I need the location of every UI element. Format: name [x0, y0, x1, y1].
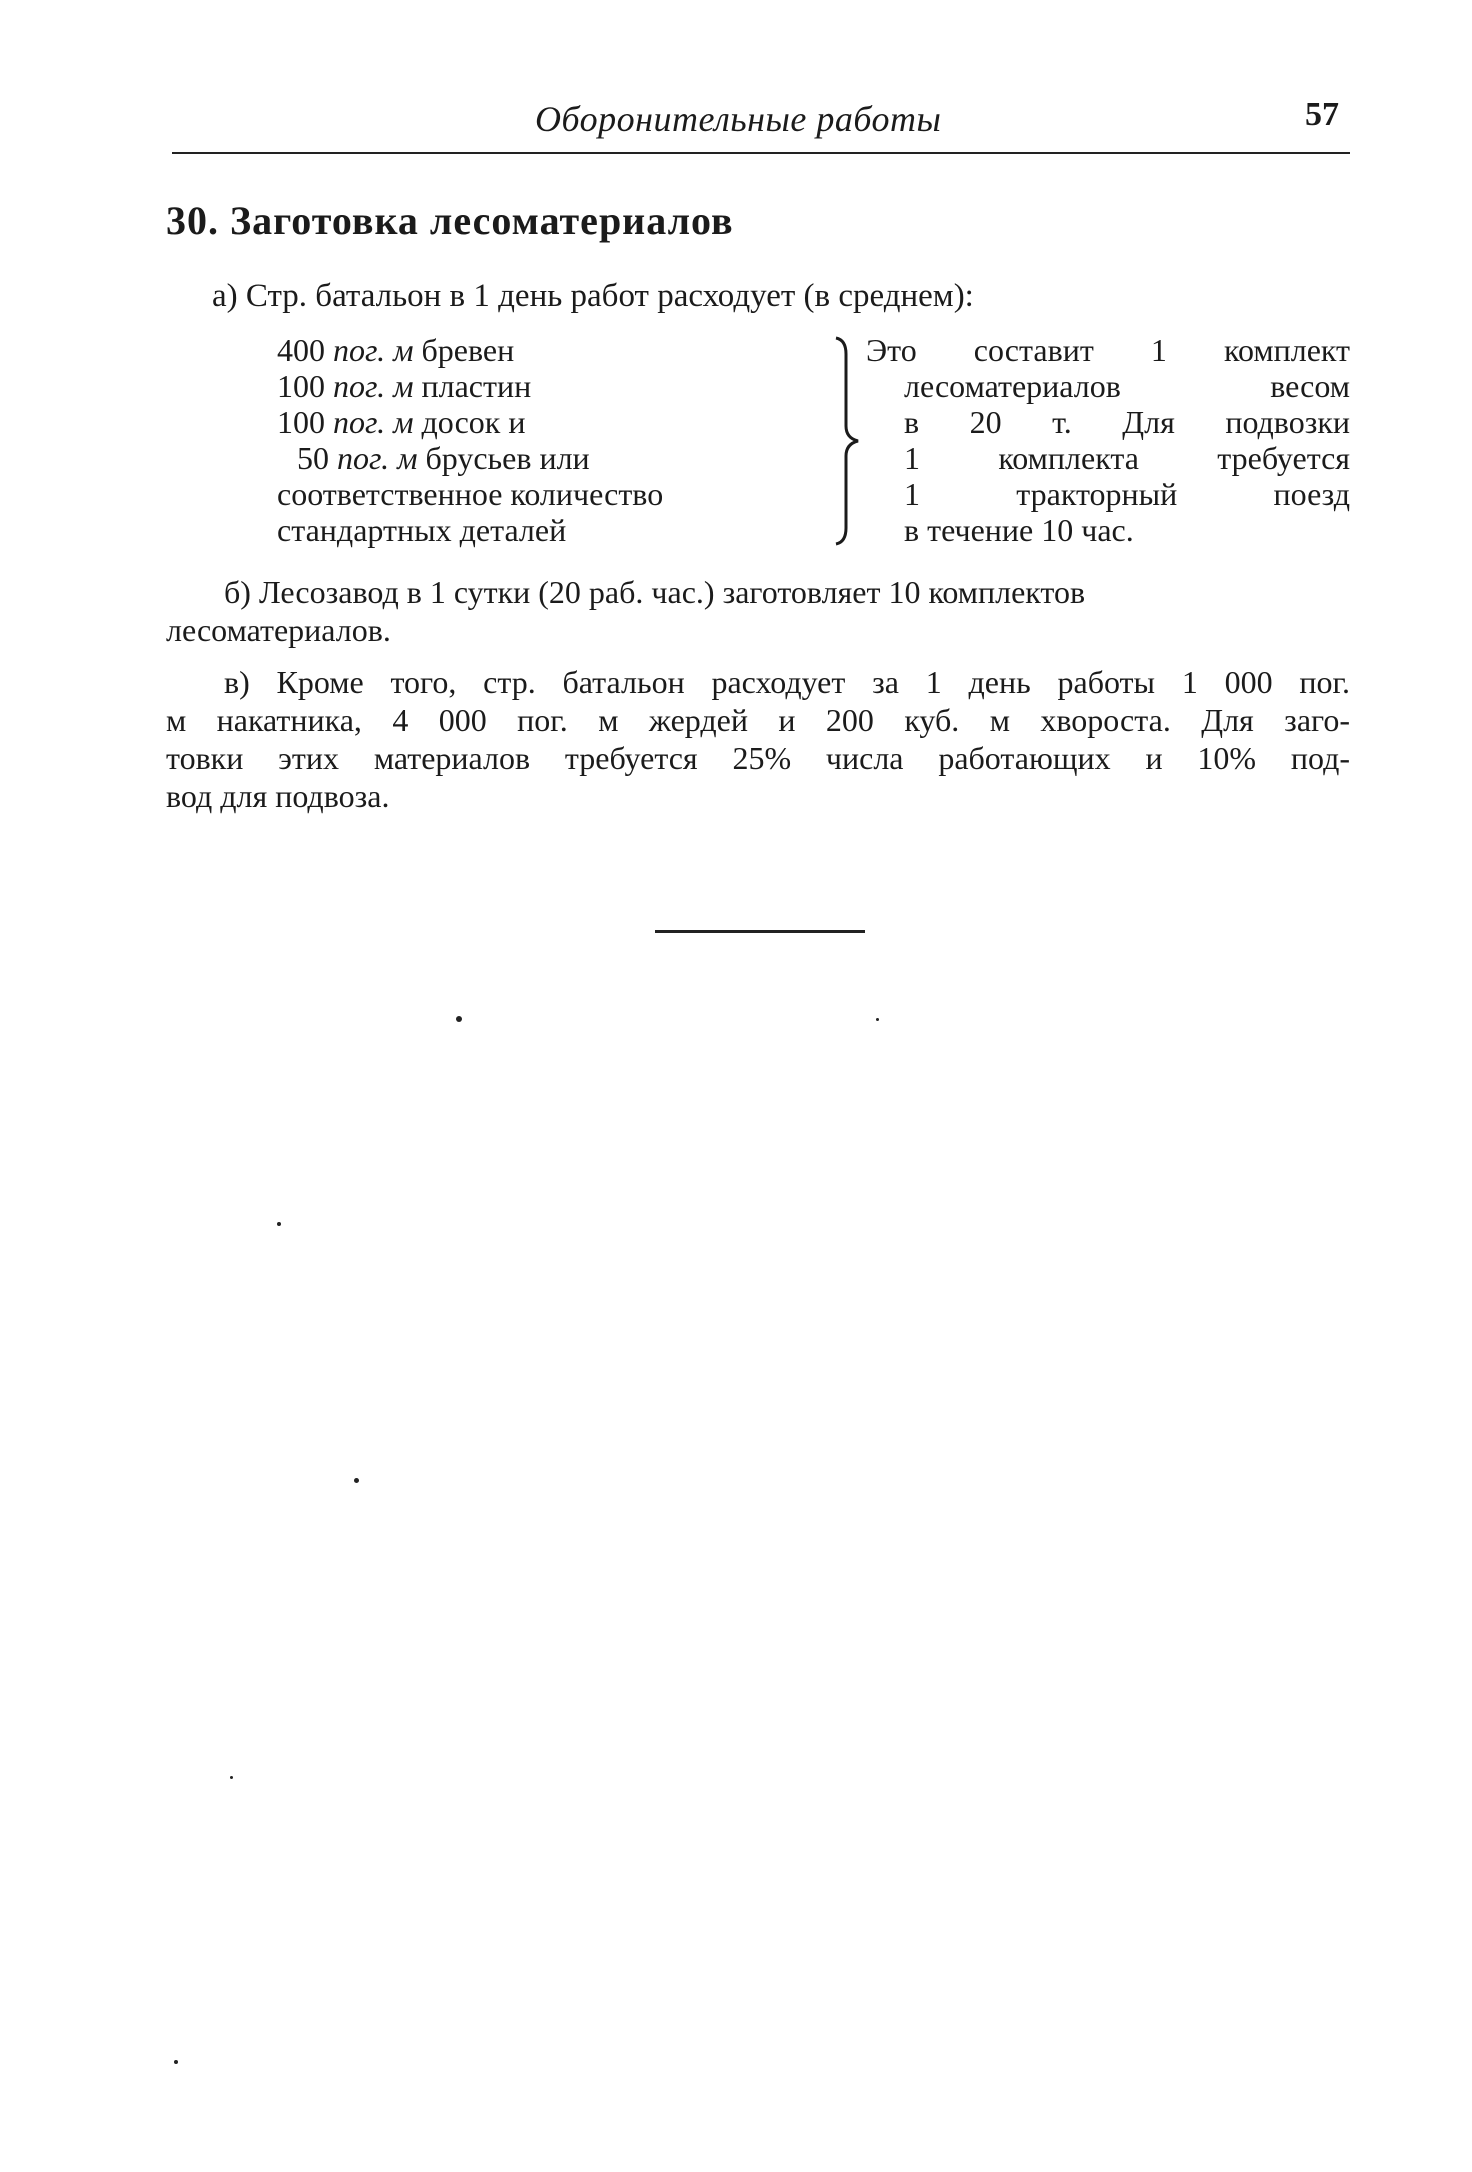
para-v-line: в) Кроме того, стр. батальон расходует за 1 день работы 1 000 пог. — [224, 664, 1350, 700]
para-v-line: вод для подвоза. — [166, 778, 390, 814]
para-v-line: м накатника, 4 000 пог. м жердей и 200 куб. м хвороста. Для заго- — [166, 702, 1350, 738]
summary-line: лесоматериалов весом — [904, 368, 1350, 404]
header-rule — [172, 152, 1350, 154]
list-item: стандартных деталей — [277, 512, 567, 548]
running-title: Оборонительные работы — [535, 99, 942, 139]
para-b-line: б) Лесозавод в 1 сутки (20 раб. час.) заготовляет 10 комплектов — [224, 574, 1086, 610]
print-speck — [456, 1016, 462, 1022]
page-number: 57 — [1305, 96, 1339, 133]
curly-brace-icon — [830, 334, 870, 548]
para-v-line: товки этих материалов требуется 25% числа работающих и 10% под- — [166, 740, 1350, 776]
list-item: 400 пог. м бревен — [277, 332, 515, 368]
print-speck — [174, 2060, 178, 2064]
materials-list — [277, 332, 663, 548]
summary-line: 1 тракторный поезд — [904, 476, 1350, 512]
list-item: 100 пог. м досок и — [277, 404, 526, 440]
print-speck — [876, 1018, 879, 1021]
summary-line: в течение 10 час. — [904, 512, 1134, 548]
print-speck — [230, 1776, 233, 1779]
section-end-rule — [655, 930, 865, 933]
print-speck — [277, 1222, 281, 1226]
para-v — [166, 663, 1350, 815]
para-b-line: лесоматериалов. — [166, 612, 391, 648]
summary-line: 1 комплекта требуется — [904, 440, 1350, 476]
list-item: 50 пог. м брусьев или — [297, 440, 590, 476]
list-item: соответственное количество — [277, 476, 664, 512]
para-b — [166, 573, 1350, 649]
set-summary — [866, 332, 1350, 548]
section-title: 30. Заготовка лесоматериалов — [166, 198, 734, 243]
summary-line: Это составит 1 комплект — [866, 332, 1350, 368]
summary-line: в 20 т. Для подвозки — [904, 404, 1350, 440]
para-a-intro: а) Стр. батальон в 1 день работ расходует (в среднем): — [212, 278, 974, 314]
print-speck — [354, 1478, 359, 1483]
list-item: 100 пог. м пластин — [277, 368, 532, 404]
